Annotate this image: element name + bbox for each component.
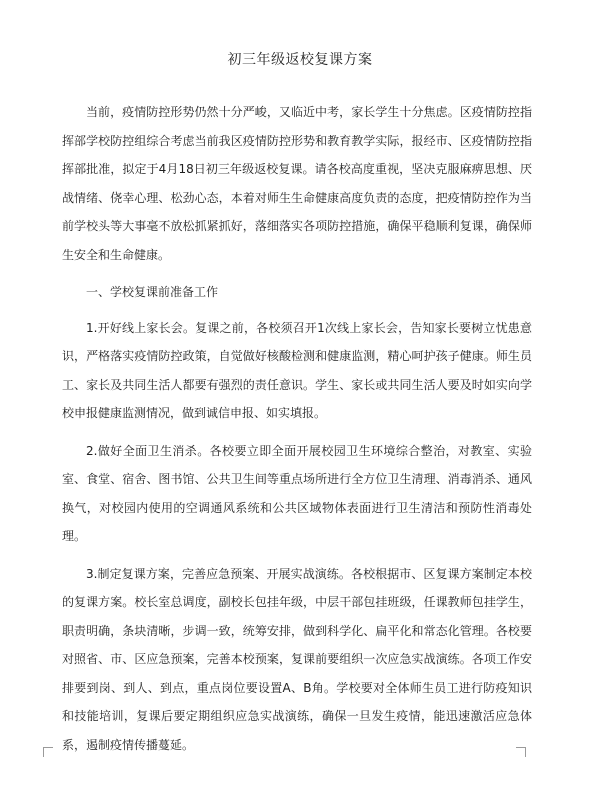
item-3-paragraph: 3.制定复课方案，完善应急预案、开展实战演练。各校根据市、区复课方案制定本校的复课方案。校长室总调度，副校长包挂年级，中层干部包挂班级，任课教师包挂学生，职责明确，条块清晰，步调一致，统筹安排，做到科学化、扁平化和常态化管理。各校要对照省、市、区应急预案，完善本校预案，复课前要组织一次应急实战演练。各项工作安排要到岗、到人、到点，重点岗位要设置A、B角。学校要对全体师生员工进行防疫知识和技能培训，复课后要定期组织应急实战演练，确保一旦发生疫情，能迅速激活应急体系，遏制疫情传播蔓延。	[62, 566, 532, 752]
document-body	[62, 98, 532, 768]
intro-paragraph: 当前，疫情防控形势仍然十分严峻，又临近中考，家长学生十分焦虑。区疫情防控指挥部学校防控组综合考虑当前我区疫情防控形势和教育教学实际，报经市、区疫情防控指挥部批准，拟定于4月18日初三年级返校复课。请各校高度重视，坚决克服麻痹思想、厌战情绪、侥幸心理、松劲心态，本着对师生生命健康高度负责的态度，把疫情防控作为当前学校头等大事毫不放松抓紧抓好，落细落实各项防控措施，确保平稳顺利复课，确保师生安全和生命健康。	[62, 105, 532, 262]
item-1-paragraph: 1.开好线上家长会。复课之前，各校须召开1次线上家长会，告知家长要树立忧患意识，严格落实疫情防控政策，自觉做好核酸检测和健康监测，精心呵护孩子健康。师生员工、家长及共同生活人都要有强烈的责任意识。学生、家长或共同生活人要及时如实向学校申报健康监测情况，做到诚信申报、如实填报。	[62, 320, 532, 420]
section-heading: 一、学校复课前准备工作	[86, 285, 219, 299]
right-corner-mark	[516, 747, 526, 757]
item-2-paragraph: 2.做好全面卫生消杀。各校要立即全面开展校园卫生环境综合整治，对教室、实验室、食堂、宿舍、图书馆、公共卫生间等重点场所进行全方位卫生清理、消毒消杀、通风换气，对校园内使用的空调通风系统和公共区域物体表面进行卫生清洁和预防性消毒处理。	[62, 443, 532, 543]
document-title: 初三年级返校复课方案	[227, 52, 373, 68]
left-corner-mark	[43, 747, 53, 757]
